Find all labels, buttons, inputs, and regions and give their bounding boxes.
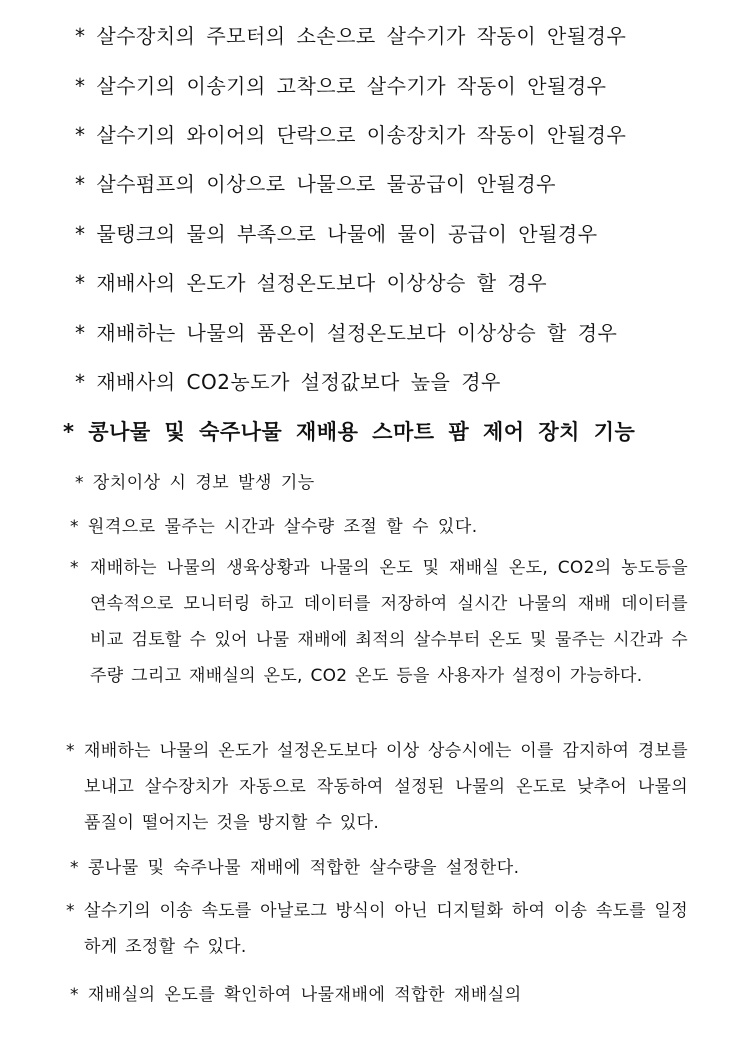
bullet-star: *	[70, 558, 79, 578]
feature-room-temperature: * 재배실의 온도를 확인하여 나물재배에 적합한 재배실의	[70, 985, 522, 1005]
alarm-condition-item: * 살수펌프의 이상으로 나물으로 물공급이 안될경우	[75, 172, 557, 196]
alarm-condition-item: * 살수기의 와이어의 단락으로 이송장치가 작동이 안될경우	[75, 123, 627, 147]
feature-temperature-alarm-text: 재배하는 나물의 온도가 설정온도보다 이상 상승시에는 이를 감지하여 경보를 보내고 살수장치가 자동으로 작동하여 설정된 나물의 온도로 낮추어 나물의 품질이 떨어지는 것을 방지할 수 있다.	[84, 741, 688, 833]
feature-monitoring-text: 재배하는 나물의 생육상황과 나물의 온도 및 재배실 온도, CO2의 농도등을 연속적으로 모니터링 하고 데이터를 저장하여 실시간 나물의 재배 데이터를 비교 검토할 수 있어 나물 재배에 최적의 살수부터 온도 및 물주는 시간과 수주량 그리고 재배실의 온도, CO2 온도 등을 사용자가 설정이 가능하다.	[90, 558, 688, 686]
feature-watering-amount: * 콩나물 및 숙주나물 재배에 적합한 살수량을 설정한다.	[70, 858, 520, 878]
alarm-condition-item: * 살수기의 이송기의 고착으로 살수기가 작동이 안될경우	[75, 74, 607, 98]
feature-transfer-speed	[66, 893, 690, 965]
feature-monitoring	[70, 550, 690, 730]
section-heading: * 콩나물 및 숙주나물 재배용 스마트 팜 제어 장치 기능	[63, 420, 636, 444]
bullet-star: *	[66, 901, 75, 921]
alarm-condition-item: * 재배하는 나물의 품온이 설정온도보다 이상상승 할 경우	[75, 321, 618, 345]
feature-remote-watering: * 원격으로 물주는 시간과 살수량 조절 할 수 있다.	[70, 517, 478, 537]
feature-transfer-speed-text: 살수기의 이송 속도를 아날로그 방식이 아닌 디지털화 하여 이송 속도를 일정하게 조정할 수 있다.	[84, 901, 688, 957]
alarm-condition-item: * 물탱크의 물의 부족으로 나물에 물이 공급이 안될경우	[75, 222, 598, 246]
alarm-condition-item: * 재배사의 CO2농도가 설정값보다 높을 경우	[75, 370, 501, 394]
alarm-condition-item: * 살수장치의 주모터의 소손으로 살수기가 작동이 안될경우	[75, 24, 627, 48]
feature-alarm-function: * 장치이상 시 경보 발생 기능	[75, 473, 315, 493]
alarm-condition-item: * 재배사의 온도가 설정온도보다 이상상승 할 경우	[75, 271, 548, 295]
bullet-star: *	[66, 741, 75, 761]
feature-temperature-alarm	[66, 733, 690, 841]
